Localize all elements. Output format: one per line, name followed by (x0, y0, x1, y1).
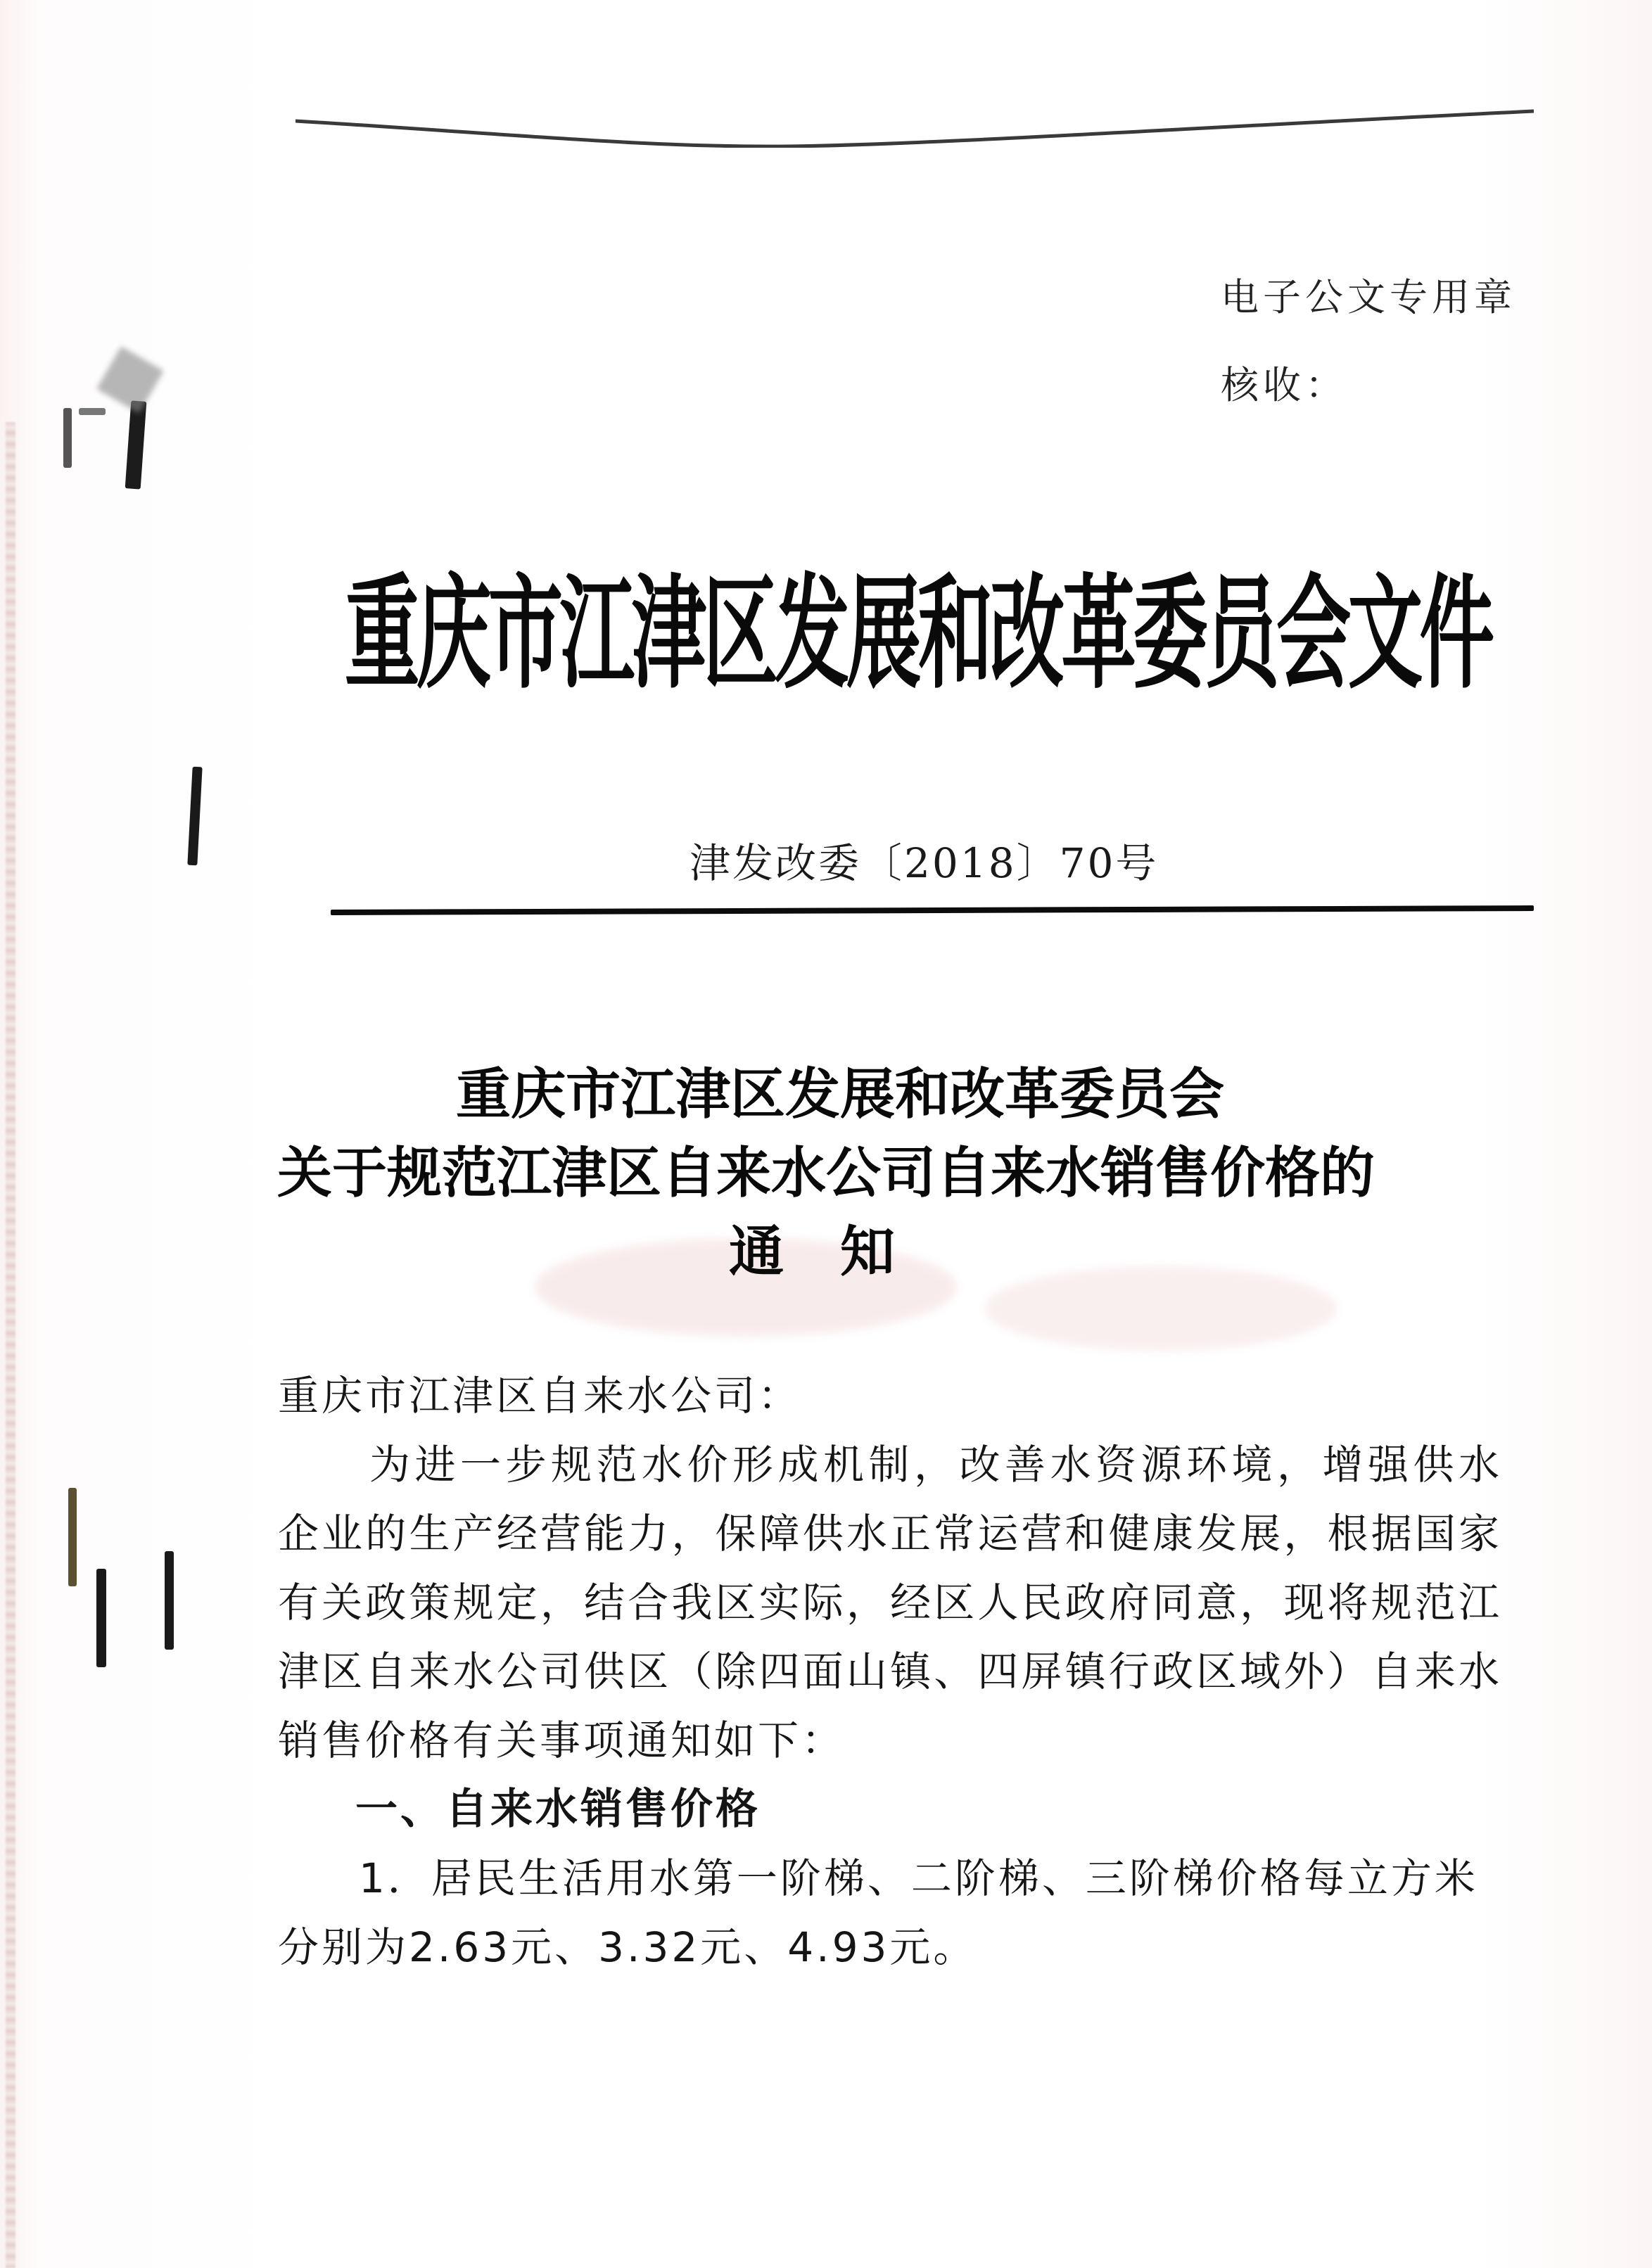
issuer-title: 重庆市江津区发展和改革委员会文件 (345, 563, 1492, 706)
paper-edge-shadow (6, 422, 15, 2268)
receipt-label: 核收： (1221, 363, 1347, 407)
intro-paragraph: 为进一步规范水价形成机制，改善水资源环境，增强供水企业的生产经营能力，保障供水正常运营和健康发展，根据国家有关政策规定，结合我区实际，经区人民政府同意，现将规范江津区自来水公司供区（除四面山镇、四屏镇行政区域外）自来水销售价格有关事项通知如下： (278, 1441, 1502, 1764)
staple-mark (68, 1488, 77, 1586)
staple-mark (63, 408, 72, 468)
staple-mark (165, 1551, 174, 1650)
top-curved-rule (296, 106, 1534, 148)
document-body (278, 1361, 1502, 1982)
notice-title-line2: 关于规范江津区自来水公司自来水销售价格的 (277, 1142, 1375, 1205)
price-item: 1．居民生活用水第一阶梯、二阶梯、三阶梯价格每立方米分别为2.63元、3.32元、4.93元。 (278, 1854, 1478, 1971)
notice-title-line3: 通知 (728, 1221, 951, 1284)
addressee: 重庆市江津区自来水公司： (278, 1372, 802, 1420)
staple-mark (96, 1569, 106, 1667)
notice-title (0, 1055, 1652, 1292)
document-number: 津发改委〔2018〕70号 (690, 839, 1159, 887)
smudge-mark (96, 346, 164, 414)
separator-rule (331, 905, 1534, 915)
notice-title-line1: 重庆市江津区发展和改革委员会 (455, 1063, 1224, 1126)
e-doc-stamp-label: 电子公文专用章 (1221, 275, 1516, 319)
staple-mark (187, 767, 202, 866)
section-heading: 一、自来水销售价格 (355, 1785, 761, 1834)
staple-mark (79, 408, 106, 415)
staple-mark (125, 400, 147, 489)
